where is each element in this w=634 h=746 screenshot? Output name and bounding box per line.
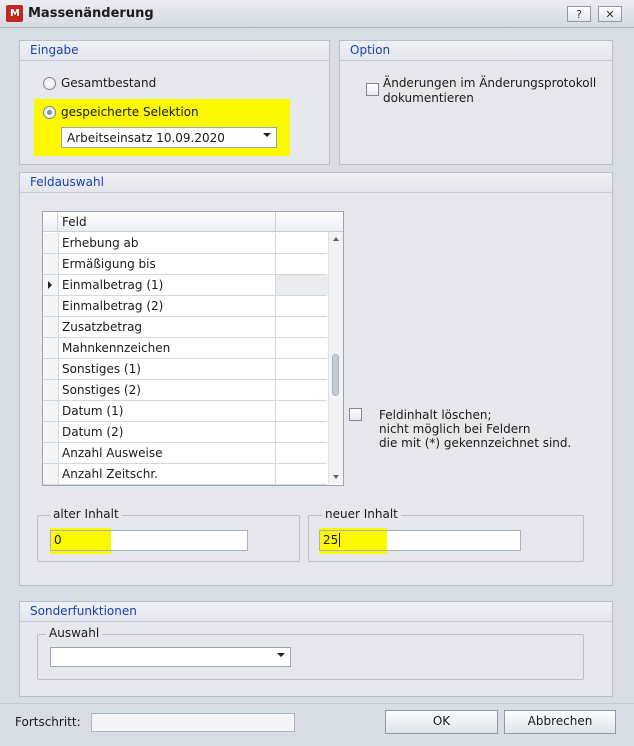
table-row[interactable]: Sonstiges (2): [43, 380, 327, 401]
gespeicherte-selektion-label: gespeicherte Selektion: [61, 105, 199, 119]
chevron-down-icon: [263, 133, 271, 137]
table-row[interactable]: Datum (2): [43, 422, 327, 443]
radio-gespeicherte-selektion[interactable]: [43, 106, 56, 119]
log-changes-label: Änderungen im Änderungsprotokoll dokumentieren: [383, 76, 597, 105]
clear-field-checkbox[interactable]: [349, 408, 362, 421]
new-content-value: 25: [323, 533, 339, 547]
window-title: Massenänderung: [28, 6, 154, 21]
scroll-thumb[interactable]: [332, 354, 339, 396]
close-button[interactable]: ✕: [598, 6, 622, 22]
option-title: Option: [340, 41, 612, 61]
gesamtbestand-label: Gesamtbestand: [61, 76, 157, 90]
table-row[interactable]: Mahnkennzeichen: [43, 338, 327, 359]
grid-scrollbar[interactable]: [328, 232, 343, 484]
grid-header-divider: [275, 212, 276, 232]
clear-field-label: Feldinhalt löschen; nicht möglich bei Feldern die mit (*) gekennzeichnet sind.: [379, 408, 572, 450]
grid-header-indicator: [43, 212, 58, 232]
eingabe-title: Eingabe: [20, 41, 329, 61]
table-row-current[interactable]: Einmalbetrag (1): [43, 275, 327, 296]
auswahl-dropdown[interactable]: [50, 647, 291, 667]
log-changes-checkbox[interactable]: [366, 83, 379, 96]
old-content-value: 0: [54, 533, 62, 547]
sonderfunktionen-title: Sonderfunktionen: [20, 602, 612, 622]
table-row[interactable]: Einmalbetrag (2): [43, 296, 327, 317]
table-row[interactable]: Anzahl Zeitschr.: [43, 464, 327, 485]
scroll-up-icon[interactable]: [333, 237, 339, 241]
grid-header: [43, 212, 344, 232]
chevron-down-icon: [277, 653, 285, 657]
selection-value: Arbeitseinsatz 10.09.2020: [67, 131, 225, 145]
table-row[interactable]: Anzahl Ausweise: [43, 443, 327, 464]
old-content-label: alter Inhalt: [50, 507, 122, 521]
feldauswahl-title: Feldauswahl: [20, 173, 612, 193]
auswahl-label: Auswahl: [46, 626, 102, 640]
table-row[interactable]: Sonstiges (1): [43, 359, 327, 380]
ok-button[interactable]: OK: [385, 710, 498, 734]
field-grid[interactable]: [42, 211, 344, 486]
table-row[interactable]: Ermäßigung bis: [43, 254, 327, 275]
grid-header-feld: Feld: [62, 215, 87, 229]
help-button[interactable]: ?: [567, 6, 591, 22]
table-row[interactable]: Erhebung ab: [43, 233, 327, 254]
table-row[interactable]: Zusatzbetrag: [43, 317, 327, 338]
radio-gesamtbestand[interactable]: [43, 77, 56, 90]
progress-label: Fortschritt:: [15, 715, 81, 729]
table-row[interactable]: Datum (1): [43, 401, 327, 422]
new-content-input-fill: [387, 531, 520, 550]
current-row-icon: [48, 281, 52, 289]
old-content-input-fill: [111, 531, 247, 550]
cancel-button[interactable]: Abbrechen: [504, 710, 616, 734]
new-content-label: neuer Inhalt: [322, 507, 401, 521]
app-logo-icon: M: [6, 5, 23, 22]
scroll-down-icon[interactable]: [333, 475, 339, 479]
progress-bar: [91, 713, 295, 732]
selection-dropdown[interactable]: [61, 127, 277, 148]
